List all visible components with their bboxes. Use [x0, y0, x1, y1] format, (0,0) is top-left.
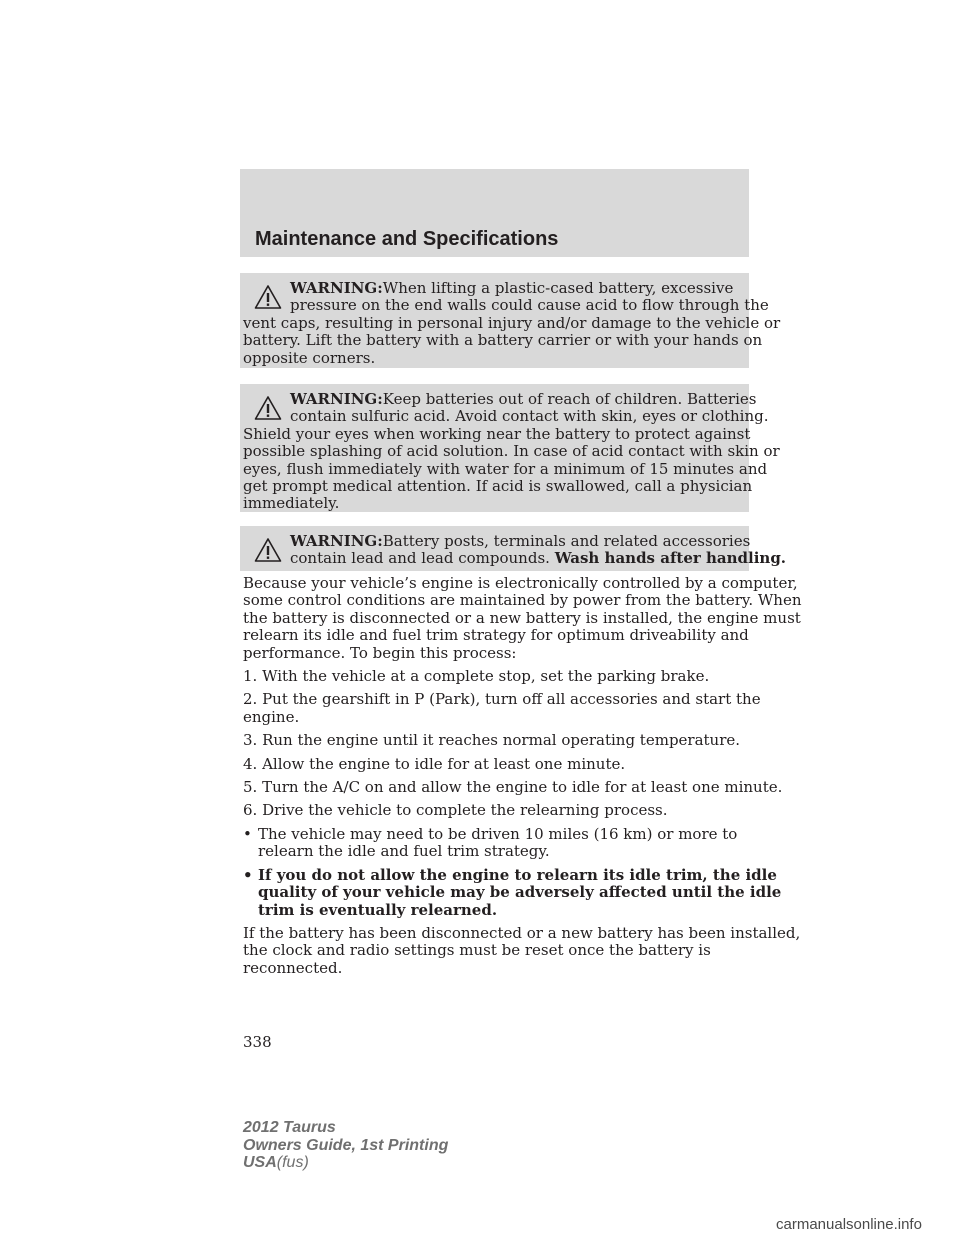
- warning-text-line: contain sulfuric acid. Avoid contact with skin, eyes or clothing.: [290, 407, 769, 426]
- warning-text-line: contain lead and lead compounds.: [290, 549, 550, 568]
- step-line: 6. Drive the vehicle to complete the relearning process.: [243, 801, 668, 820]
- step-line: engine.: [243, 707, 300, 726]
- page-number: 338: [243, 1033, 272, 1051]
- paragraph-line: reconnected.: [243, 958, 343, 977]
- warning-text-line: Battery posts, terminals and related accessories: [382, 532, 751, 550]
- footer-line: Owners Guide, 1st Printing: [243, 1136, 449, 1154]
- warning-triangle-icon: [254, 284, 282, 310]
- step-line: 5. Turn the A/C on and allow the engine to idle for at least one minute.: [243, 778, 783, 797]
- bullet-line: trim is eventually relearned.: [258, 900, 498, 919]
- warning-emphasis: Wash hands after handling.: [554, 549, 787, 568]
- bullet-line: relearn the idle and fuel trim strategy.: [258, 842, 550, 861]
- warning-label: WARNING:: [290, 532, 383, 550]
- step-line: 4. Allow the engine to idle for at least one minute.: [243, 754, 626, 773]
- warning-text-line: possible splashing of acid solution. In case of acid contact with skin or: [243, 442, 780, 461]
- warning-text-line: eyes, flush immediately with water for a minimum of 15 minutes and: [243, 459, 768, 478]
- section-header: [240, 169, 749, 257]
- step-item: [243, 690, 761, 726]
- step-item: [243, 802, 753, 819]
- section-title: Maintenance and Specifications: [255, 228, 559, 250]
- paragraph-line: some control conditions are maintained by power from the battery. When: [243, 591, 802, 610]
- warning-box-children: [240, 384, 780, 513]
- step-line: 3. Run the engine until it reaches normal operating temperature.: [243, 731, 741, 750]
- watermark: carmanualsonline.info: [776, 1216, 922, 1233]
- bullet-dot-icon: •: [243, 865, 253, 884]
- footer-line: USA: [243, 1154, 277, 1171]
- bullet-item: [243, 865, 782, 919]
- warning-text-line: immediately.: [243, 494, 340, 513]
- body-text: [243, 574, 802, 983]
- bullet-item: [243, 826, 753, 861]
- step-item: [243, 668, 753, 685]
- warning-text-line: Shield your eyes when working near the battery to protect against: [243, 424, 751, 443]
- bullet-line: The vehicle may need to be driven 10 miles (16 km) or more to: [258, 824, 738, 843]
- paragraph-line: performance. To begin this process:: [243, 643, 517, 662]
- warning-text-line: opposite corners.: [243, 348, 376, 367]
- footer-line: 2012 Taurus: [243, 1119, 336, 1136]
- warning-triangle-icon: [254, 395, 282, 421]
- paragraph-line: relearn its idle and fuel trim strategy for optimum driveability and: [243, 626, 749, 645]
- step-item: [243, 756, 753, 773]
- document-footer: [243, 1119, 448, 1172]
- paragraph-line: If the battery has been disconnected or a new battery has been installed,: [243, 923, 801, 942]
- step-item: [243, 778, 783, 797]
- step-item: [243, 732, 753, 749]
- warning-text-line: vent caps, resulting in personal injury and/or damage to the vehicle or: [243, 313, 781, 332]
- warning-box-lifting: [240, 273, 781, 368]
- paragraph-line: the battery is disconnected or a new battery is installed, the engine must: [243, 608, 801, 627]
- step-line: 1. With the vehicle at a complete stop, set the parking brake.: [243, 667, 710, 686]
- warning-text-line: When lifting a plastic-cased battery, excessive: [382, 279, 734, 297]
- paragraph-line: the clock and radio settings must be reset once the battery is: [243, 941, 711, 960]
- bullet-line: quality of your vehicle may be adversely affected until the idle: [258, 883, 782, 902]
- warning-text-line: battery. Lift the battery with a battery carrier or with your hands on: [243, 331, 763, 350]
- warning-text-line: pressure on the end walls could cause acid to flow through the: [290, 296, 769, 315]
- warning-text-line: Keep batteries out of reach of children. Batteries: [382, 390, 757, 408]
- intro-paragraph: [243, 574, 802, 662]
- warning-box-lead: [240, 526, 787, 571]
- warning-label: WARNING:: [290, 390, 383, 408]
- warning-triangle-icon: [254, 537, 282, 563]
- warning-label: WARNING:: [290, 279, 383, 297]
- bullet-dot-icon: •: [243, 824, 252, 843]
- footer-suffix: (fus): [276, 1154, 309, 1171]
- warning-text-line: get prompt medical attention. If acid is swallowed, call a physician: [243, 477, 753, 496]
- step-line: 2. Put the gearshift in P (Park), turn off all accessories and start the: [243, 690, 761, 709]
- paragraph-line: Because your vehicle’s engine is electronically controlled by a computer,: [243, 574, 798, 592]
- closing-paragraph: [243, 923, 801, 977]
- bullet-line: If you do not allow the engine to relearn its idle trim, the idle: [258, 865, 777, 884]
